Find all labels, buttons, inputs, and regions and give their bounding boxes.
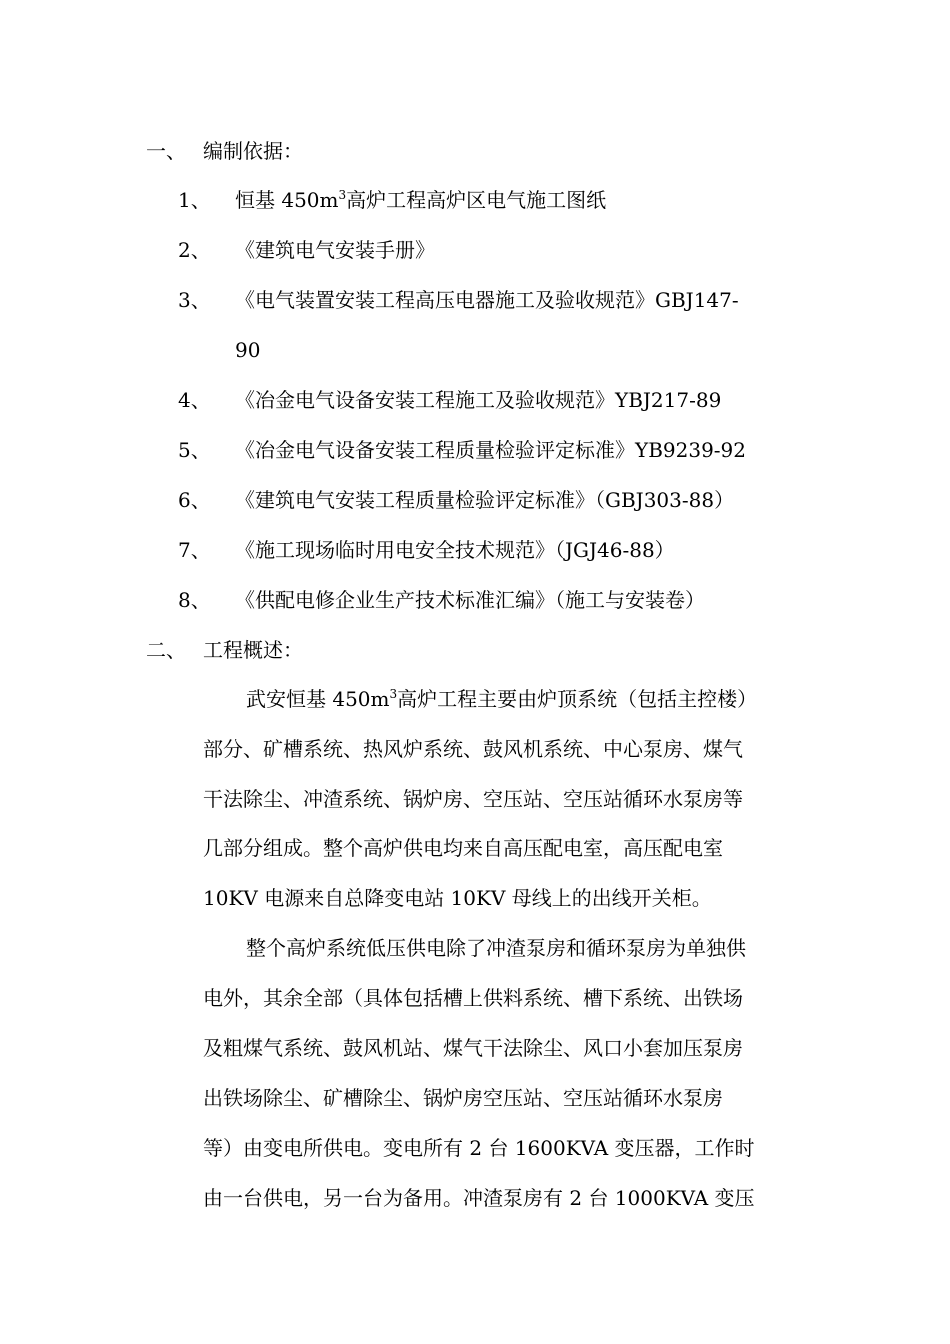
paragraph-1-line: 部分、矿槽系统、热风炉系统、鼓风机系统、中心泵房、煤气 — [203, 737, 743, 761]
paragraph-1-line: 武安恒基 $450m^3$高炉工程主要由炉顶系统（包括主控楼） — [246, 687, 758, 711]
item-text: 《冶金电气设备安装工程质量检验评定标准》YB9239-92 — [235, 438, 747, 462]
item-number: 6、 — [178, 488, 211, 512]
paragraph-1-line: 干法除尘、冲渣系统、锅炉房、空压站、空压站循环水泵房等 — [203, 787, 743, 811]
item-text: 《供配电修企业生产技术标准汇编》（施工与安装卷） — [235, 588, 705, 612]
section-1-number: 一、 — [146, 139, 186, 163]
section-2-number: 二、 — [146, 638, 186, 662]
item-text: 恒基 $450m^3$高炉工程高炉区电气施工图纸 — [235, 188, 607, 212]
item-text: 《建筑电气安装手册》 — [235, 238, 435, 262]
paragraph-2-line: 电外，其余全部（具体包括槽上供料系统、槽下系统、出铁场 — [203, 986, 743, 1010]
section-2-title: 工程概述： — [203, 638, 303, 662]
item-text: 《施工现场临时用电安全技术规范》（JGJ46-88） — [235, 538, 675, 562]
item-number: 7、 — [178, 538, 211, 562]
item-number: 4、 — [178, 388, 211, 412]
item-text: 《建筑电气安装工程质量检验评定标准》（GBJ303-88） — [235, 488, 735, 512]
item-text: 《电气装置安装工程高压电器施工及验收规范》GBJ147- — [235, 288, 739, 312]
paragraph-2-line: 由一台供电，另一台为备用。冲渣泵房有 2 台 1000KVA 变压 — [203, 1186, 755, 1210]
superscript: 3 — [338, 188, 347, 202]
paragraph-2-line: 等）由变电所供电。变电所有 2 台 1600KVA 变压器，工作时 — [203, 1136, 755, 1160]
paragraph-2-line: 及粗煤气系统、鼓风机站、煤气干法除尘、风口小套加压泵房 — [203, 1036, 743, 1060]
superscript: 3 — [389, 687, 398, 701]
section-1-title: 编制依据： — [203, 139, 303, 163]
item-text: 《冶金电气设备安装工程施工及验收规范》YBJ217-89 — [235, 388, 722, 412]
paragraph-1-line: 10KV 电源来自总降变电站 10KV 母线上的出线开关柜。 — [203, 886, 712, 910]
item-number: 3、 — [178, 288, 211, 312]
item-number: 1、 — [178, 188, 211, 212]
item-text-cont: 90 — [235, 338, 261, 362]
item-number: 5、 — [178, 438, 211, 462]
paragraph-2-line: 整个高炉系统低压供电除了冲渣泵房和循环泵房为单独供 — [246, 936, 746, 960]
paragraph-1-line: 几部分组成。整个高炉供电均来自高压配电室，高压配电室 — [203, 836, 723, 860]
item-number: 8、 — [178, 588, 211, 612]
item-number: 2、 — [178, 238, 211, 262]
paragraph-2-line: 出铁场除尘、矿槽除尘、锅炉房空压站、空压站循环水泵房 — [203, 1086, 723, 1110]
